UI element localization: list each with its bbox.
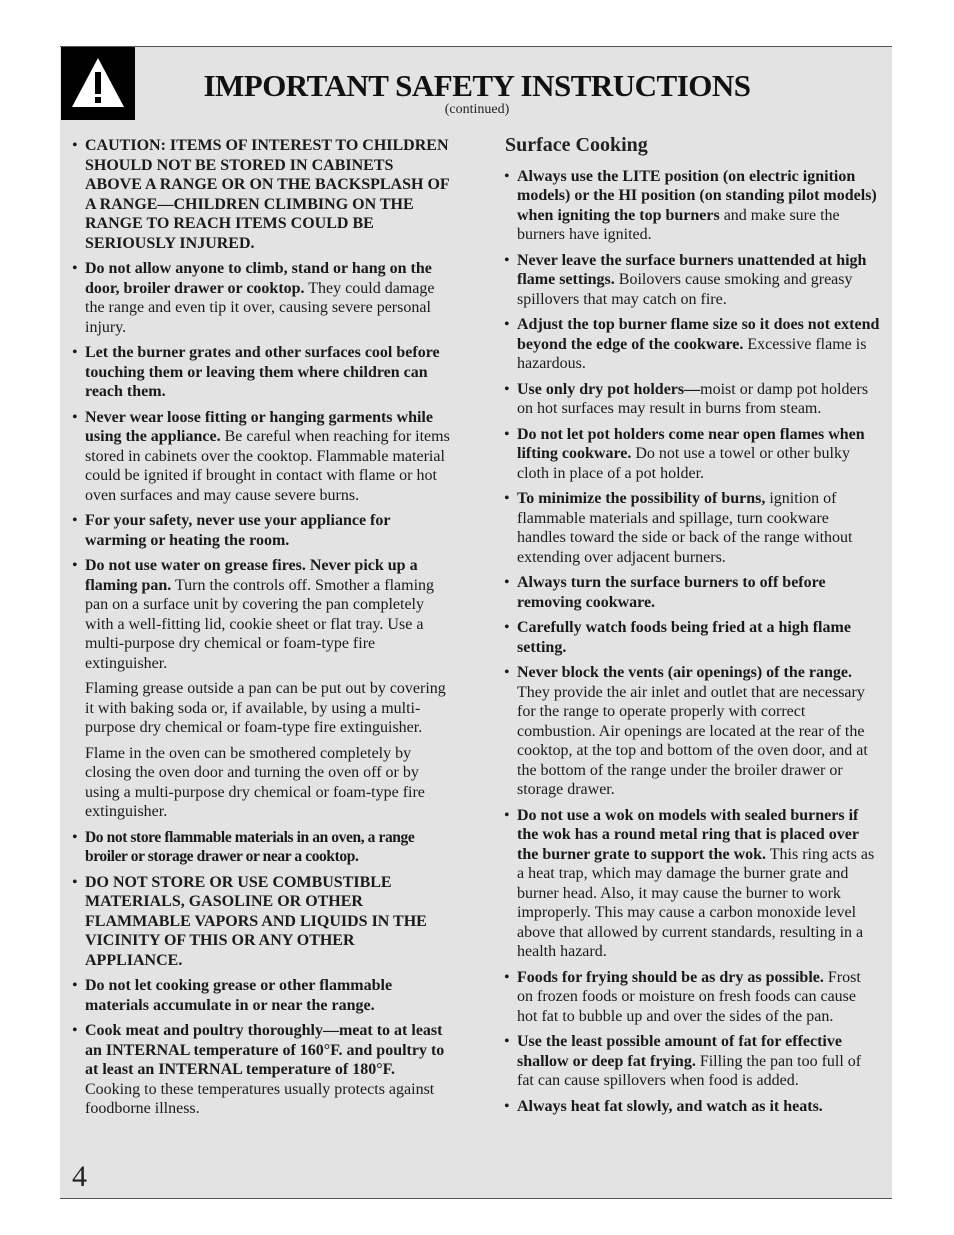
page-number: 4 [72, 1160, 87, 1193]
item-text: Be careful when reaching for items stored in cabinets over the cooktop. Flammable material could be ignited if brought in contact with flame or hot oven surfaces and may cause severe burns. [85, 428, 450, 504]
item-bold-text: DO NOT STORE OR USE COMBUSTIBLE MATERIALS, GASOLINE OR OTHER FLAMMABLE VAPORS AND LIQUIDS IN THE VICINITY OF THIS OR ANY OTHER APPLIANCE. [85, 873, 427, 969]
page-subtitle: (continued) [444, 102, 510, 117]
list-item [504, 315, 880, 374]
paragraph: Flame in the oven can be smothered completely by closing the oven door and turning the oven off or by using a multi-purpose dry chemical or foam-type fire extinguisher. [85, 744, 425, 820]
item-text: Boilovers cause smoking and greasy spillovers that may catch on fire. [517, 271, 853, 308]
list-item [504, 806, 880, 962]
item-text: Cooking to these temperatures usually protects against foodborne illness. [85, 1080, 435, 1117]
list-item [504, 573, 880, 612]
list-item [504, 251, 880, 310]
item-bold-text: Do not use water on grease fires. Never pick up a flaming pan. [85, 557, 418, 594]
item-bold-text: CAUTION: ITEMS OF INTEREST TO CHILDREN SHOULD NOT BE STORED IN CABINETS ABOVE A RANGE OR ON THE BACKSPLASH OF A RANGE—CHILDREN CLIMBING ON THE RANGE TO REACH ITEMS COULD BE SERIOUSLY INJURED. [85, 137, 450, 252]
item-bold-text: Always turn the surface burners to off before removing cookware. [517, 574, 826, 611]
item-bold-text: Do not let pot holders come near open flames when lifting cookware. [517, 425, 865, 462]
right-column [504, 136, 880, 1122]
item-bold-text: Never leave the surface burners unattended at high flame settings. [517, 251, 867, 288]
list-item [72, 136, 450, 253]
item-bold-text: Do not use a wok on models with sealed burners if the wok has a round metal ring that is placed over the burner grate to support the wok. [517, 806, 859, 863]
list-item [72, 1021, 450, 1119]
item-bold-text: Never wear loose fitting or hanging garments while using the appliance. [85, 408, 433, 445]
item-bold-text: Cook meat and poultry thoroughly—meat to at least an INTERNAL temperature of 160°F. and poultry to at least an INTERNAL temperature of 180°F. [85, 1022, 445, 1078]
left-column [72, 136, 450, 1125]
item-bold-text: Carefully watch foods being fried at a high flame setting. [517, 619, 851, 656]
list-item [504, 489, 880, 567]
item-bold-text: Use the least possible amount of fat for effective shallow or deep fat frying. [517, 1033, 842, 1070]
list-item [504, 425, 880, 484]
item-text: This ring acts as a heat trap, which may damage the burner grate and burner head. Also, it may cause the burner to work improperly. This may cause a carbon monoxide level above that allowed by current standards, resulting in a health hazard. [517, 845, 875, 960]
list-item [504, 1032, 880, 1091]
page-title: IMPORTANT SAFETY INSTRUCTIONS [203, 68, 751, 103]
list-item [72, 976, 450, 1015]
list-item [72, 556, 450, 673]
paragraph: Flaming grease outside a pan can be put out by covering it with baking soda or, if available, by using a multi-purpose dry chemical or foam-type fire extinguisher. [85, 680, 446, 736]
item-text: They could damage the range and even tip it over, causing severe personal injury. [85, 279, 435, 336]
item-bold-text: Use only dry pot holders— [517, 380, 701, 398]
item-text: and make sure the burners have ignited. [517, 206, 840, 243]
list-item [72, 873, 450, 971]
item-text: Excessive flame is hazardous. [517, 335, 867, 372]
item-text: Filling the pan too full of fat can cause spillovers when food is added. [517, 1052, 862, 1089]
item-text: moist or damp pot holders on hot surfaces may result in burns from steam. [517, 380, 869, 417]
list-item [72, 511, 450, 550]
list-item [504, 968, 880, 1027]
item-text: Turn the controls off. Smother a flaming pan on a surface unit by covering the pan completely with a well-fitting lid, cookie sheet or flat tray. Use a multi-purpose dry chemical or foam-type fire extinguisher. [85, 576, 435, 672]
list-item [504, 618, 880, 657]
list-item [72, 259, 450, 337]
item-bold-text: Let the burner grates and other surfaces cool before touching them or leaving them where children can reach them. [85, 344, 440, 400]
list-item [504, 380, 880, 419]
item-text: Do not use a towel or other bulky cloth in place of a pot holder. [517, 445, 850, 482]
item-bold-text: Always heat fat slowly, and watch as it heats. [517, 1097, 823, 1115]
section-heading: Surface Cooking [505, 134, 648, 156]
item-text: Frost on frozen foods or moisture on fresh foods can cause hot fat to bubble up and over the sides of the pan. [517, 968, 861, 1025]
item-bold-text: Do not allow anyone to climb, stand or hang on the door, broiler drawer or cooktop. [85, 260, 432, 297]
item-text: They provide the air inlet and outlet that are necessary for the range to operate properly with correct combustion. Air openings are located at the rear of the cooktop, at the top and bottom of the oven door, and at the bottom of the range under the broiler drawer or storage drawer. [517, 683, 868, 798]
item-text: ignition of flammable materials and spillage, turn cookware handles toward the side or back of the range without extending over adjacent burners. [517, 490, 853, 566]
item-bold-text: Never block the vents (air openings) of the range. [517, 664, 852, 681]
list-item [72, 828, 450, 867]
list-item [72, 343, 450, 402]
item-bold-text: Do not let cooking grease or other flammable materials accumulate in or near the range. [85, 977, 393, 1014]
item-bold-text: For your safety, never use your appliance for warming or heating the room. [85, 512, 391, 549]
item-bold-text: Foods for frying should be as dry as possible. [517, 968, 824, 986]
list-item [504, 663, 880, 800]
list-item [72, 408, 450, 506]
item-bold-text: Always use the LITE position (on electric ignition models) or the HI position (on standing pilot models) when igniting the top burners [517, 167, 877, 224]
list-item [504, 167, 880, 245]
item-bold-text: Adjust the top burner flame size so it does not extend beyond the edge of the cookware. [517, 316, 880, 353]
item-bold-text: To minimize the possibility of burns, [517, 490, 766, 507]
list-item [504, 1097, 880, 1117]
item-bold-text: Do not store flammable materials in an oven, a range broiler or storage drawer or near a cooktop. [85, 828, 415, 865]
